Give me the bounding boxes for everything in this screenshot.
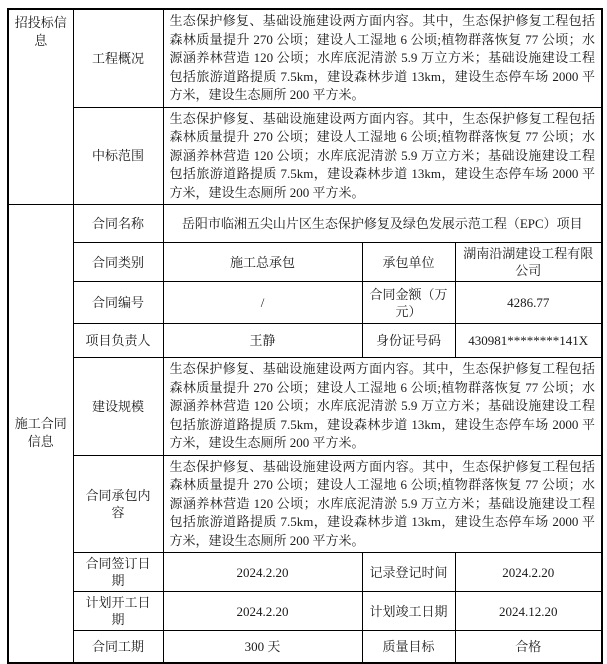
label-project-manager: 项目负责人 [73,324,163,358]
project-info-table [7,8,603,664]
row-contract-name [8,205,602,243]
label-id-number: 身份证号码 [362,324,455,358]
row-sign-date [8,553,602,592]
project-manager-value: 王静 [163,324,362,358]
row-contract-content [8,455,602,553]
row-winning-bid-scope [8,107,602,205]
quality-target-value: 合格 [455,631,602,663]
id-number-value: 430981********141X [455,324,602,358]
label-contract-type: 合同类别 [73,243,163,282]
label-planned-completion-date: 计划竣工日期 [362,592,455,631]
row-start-date [8,592,602,631]
contract-amount-value: 4286.77 [455,282,602,324]
contractor-value: 湖南沿湖建设工程有限公司 [455,243,602,282]
contract-name-value: 岳阳市临湘五尖山片区生态保护修复及绿色发展示范工程（EPC）项目 [163,205,602,243]
label-contract-sign-date: 合同签订日期 [73,553,163,592]
label-record-registration-time: 记录登记时间 [362,553,455,592]
label-contract-name: 合同名称 [73,205,163,243]
label-contract-duration: 合同工期 [73,631,163,663]
contract-number-value: / [163,282,362,324]
contract-content-text: 生态保护修复、基础设施建设两方面内容。其中，生态保护修复工程包括森林质量提升 270 公顷；建设人工湿地 6 公顷;植物群落恢复 77 公顷；水源涵养林营造 120 公顷；水库底泥清淤 5.9 万立方米；基础设施建设工程包括旅游道路提质 7.5km，建设森林步道 13km，建设生态停车场 2000 平方米，建设生态厕所 200 平方米。 [163,455,602,553]
label-contract-content: 合同承包内容 [73,455,163,553]
contract-duration-value: 300 天 [163,631,362,663]
row-project-overview [8,9,602,107]
winning-bid-scope-text: 生态保护修复、基础设施建设两方面内容。其中，生态保护修复工程包括森林质量提升 270 公顷；建设人工湿地 6 公顷;植物群落恢复 77 公顷；水源涵养林营造 120 公顷；水库底泥清淤 5.9 万立方米；基础设施建设工程包括旅游道路提质 7.5km，建设森林步道 13km，建设生态停车场 2000 平方米，建设生态厕所 200 平方米。 [163,107,602,205]
project-overview-text: 生态保护修复、基础设施建设两方面内容。其中，生态保护修复工程包括森林质量提升 270 公顷；建设人工湿地 6 公顷;植物群落恢复 77 公顷；水源涵养林营造 120 公顷；水库底泥清淤 5.9 万立方米；基础设施建设工程包括旅游道路提质 7.5km，建设森林步道 13km，建设生态停车场 2000 平方米，建设生态厕所 200 平方米。 [163,9,602,107]
label-contract-amount: 合同金额（万元） [362,282,455,324]
row-contract-type [8,243,602,282]
row-contract-number [8,282,602,324]
label-construction-scale: 建设规模 [73,358,163,456]
label-contract-number: 合同编号 [73,282,163,324]
label-quality-target: 质量目标 [362,631,455,663]
section-label-bidding-info: 招投标信息 [8,9,73,205]
section-label-construction-contract-info: 施工合同信息 [8,205,73,663]
planned-completion-date-value: 2024.12.20 [455,592,602,631]
label-winning-bid-scope: 中标范围 [73,107,163,205]
label-project-overview: 工程概况 [73,9,163,107]
contract-sign-date-value: 2024.2.20 [163,553,362,592]
contract-type-value: 施工总承包 [163,243,362,282]
row-contract-duration [8,631,602,663]
label-planned-start-date: 计划开工日期 [73,592,163,631]
label-contractor: 承包单位 [362,243,455,282]
planned-start-date-value: 2024.2.20 [163,592,362,631]
record-registration-time-value: 2024.2.20 [455,553,602,592]
row-construction-scale [8,358,602,456]
construction-scale-text: 生态保护修复、基础设施建设两方面内容。其中，生态保护修复工程包括森林质量提升 270 公顷；建设人工湿地 6 公顷;植物群落恢复 77 公顷；水源涵养林营造 120 公顷；水库底泥清淤 5.9 万立方米；基础设施建设工程包括旅游道路提质 7.5km，建设森林步道 13km，建设生态停车场 2000 平方米，建设生态厕所 200 平方米。 [163,358,602,456]
row-project-manager [8,324,602,358]
